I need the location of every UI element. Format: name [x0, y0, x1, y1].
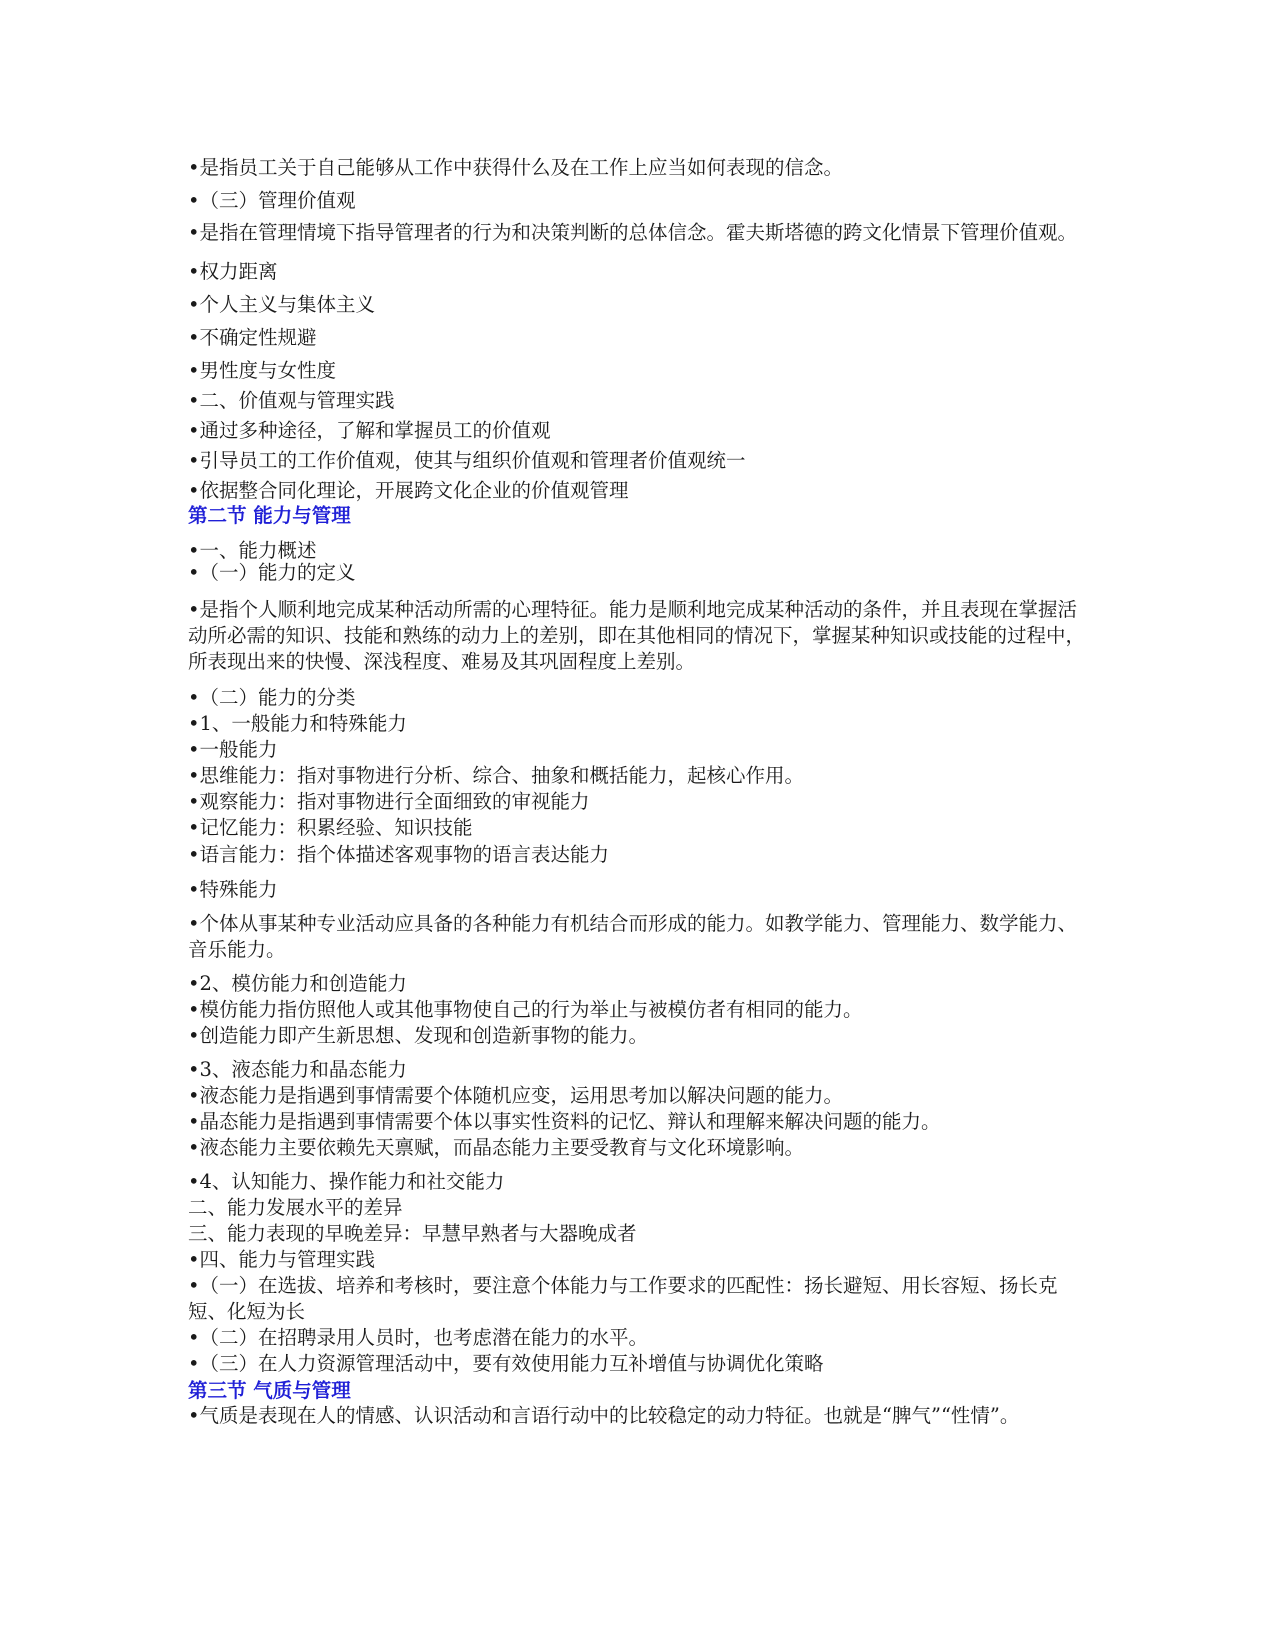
- text-line: •依据整合同化理论，开展跨文化企业的价值观管理: [188, 479, 629, 502]
- document-page: [188, 154, 1093, 1429]
- text-line: •观察能力：指对事物进行全面细致的审视能力: [188, 790, 590, 813]
- text-line: •创造能力即产生新思想、发现和创造新事物的能力。: [188, 1024, 649, 1047]
- text-line: •液态能力主要依赖先天禀赋，而晶态能力主要受教育与文化环境影响。: [188, 1136, 805, 1159]
- text-line: •1、一般能力和特殊能力: [188, 712, 407, 735]
- text-line: •4、认知能力、操作能力和社交能力: [188, 1170, 505, 1193]
- text-line: •通过多种途径，了解和掌握员工的价值观: [188, 419, 551, 442]
- text-line: •（一）在选拔、培养和考核时，要注意个体能力与工作要求的匹配性：扬长避短、用长容短、扬长克短、化短为长: [188, 1274, 1058, 1323]
- text-line: •二、价值观与管理实践: [188, 389, 395, 412]
- text-line: •3、液态能力和晶态能力: [188, 1058, 407, 1081]
- text-line: •（三）在人力资源管理活动中，要有效使用能力互补增值与协调优化策略: [188, 1352, 824, 1375]
- text-line: 二、能力发展水平的差异: [188, 1196, 403, 1219]
- section-heading: 第二节 能力与管理: [188, 504, 351, 527]
- text-line: •2、模仿能力和创造能力: [188, 972, 407, 995]
- text-line: •（二）能力的分类: [188, 686, 356, 709]
- text-line: •权力距离: [188, 260, 278, 283]
- text-line: •引导员工的工作价值观，使其与组织价值观和管理者价值观统一: [188, 449, 746, 472]
- text-line: •（一）能力的定义: [188, 561, 356, 584]
- text-line: 三、能力表现的早晚差异：早慧早熟者与大器晚成者: [188, 1222, 637, 1245]
- text-line: •一般能力: [188, 738, 278, 761]
- text-line: •模仿能力指仿照他人或其他事物使自己的行为举止与被模仿者有相同的能力。: [188, 998, 863, 1021]
- text-line: •晶态能力是指遇到事情需要个体以事实性资料的记忆、辩认和理解来解决问题的能力。: [188, 1110, 941, 1133]
- text-line: •是指在管理情境下指导管理者的行为和决策判断的总体信念。霍夫斯塔德的跨文化情景下管理价值观。: [188, 221, 1078, 244]
- text-line: •是指个人顺利地完成某种活动所需的心理特征。能力是顺利地完成某种活动的条件，并且表现在掌握活动所必需的知识、技能和熟练的动力上的差别，即在其他相同的情况下，掌握某种知识或技能的过程中，所表现出来的快慢、深浅程度、难易及其巩固程度上差别。: [188, 598, 1086, 673]
- text-line: •语言能力：指个体描述客观事物的语言表达能力: [188, 843, 610, 866]
- text-line: •男性度与女性度: [188, 359, 337, 382]
- text-line: •一、能力概述: [188, 539, 317, 562]
- text-line: •（二）在招聘录用人员时，也考虑潜在能力的水平。: [188, 1326, 649, 1349]
- text-line: •思维能力：指对事物进行分析、综合、抽象和概括能力，起核心作用。: [188, 764, 805, 787]
- text-line: •（三）管理价值观: [188, 189, 356, 212]
- text-line: •不确定性规避: [188, 326, 317, 349]
- text-line: •四、能力与管理实践: [188, 1248, 376, 1271]
- text-line: •记忆能力：积累经验、知识技能: [188, 816, 473, 839]
- text-line: •液态能力是指遇到事情需要个体随机应变，运用思考加以解决问题的能力。: [188, 1084, 844, 1107]
- text-line: •个体从事某种专业活动应具备的各种能力有机结合而形成的能力。如教学能力、管理能力、数学能力、音乐能力。: [188, 912, 1078, 961]
- section-heading: 第三节 气质与管理: [188, 1379, 351, 1402]
- text-line: •特殊能力: [188, 878, 278, 901]
- text-line: •气质是表现在人的情感、认识活动和言语行动中的比较稳定的动力特征。也就是“脾气”“性情”。: [188, 1404, 1020, 1427]
- text-line: •个人主义与集体主义: [188, 293, 376, 316]
- text-line: •是指员工关于自己能够从工作中获得什么及在工作上应当如何表现的信念。: [188, 156, 844, 179]
